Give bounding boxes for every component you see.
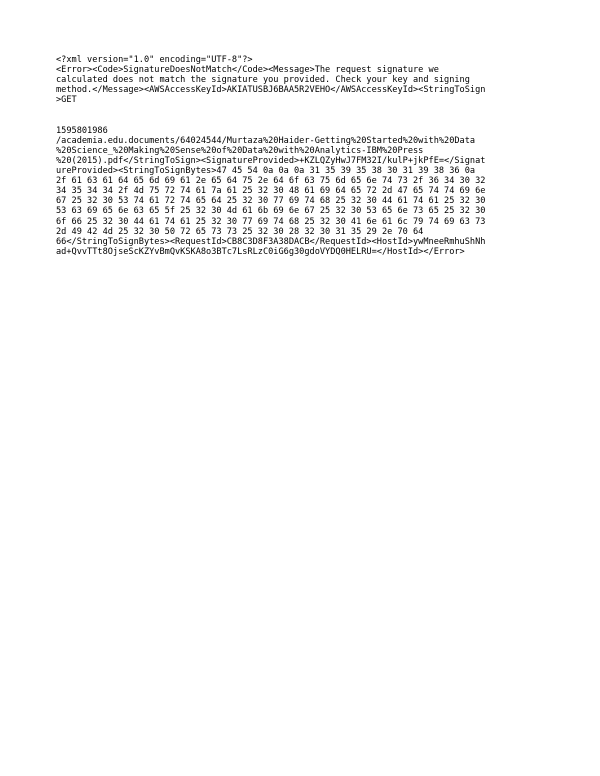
xml-declaration: <?xml version="1.0" encoding="UTF-8"?> <box>56 55 253 65</box>
error-line-17: ad+QvvTTt8OjseScKZYvBmQvKSKA8o3BTc7LsRLzC0iG6g30gdoVYDQ0HELRU=</HostId></Error> <box>56 246 465 257</box>
error-line-4: >GET <box>56 95 77 106</box>
error-line-7: %20Science_%20Making%20Sense%20of%20Data%20with%20Analytics-IBM%20Press <box>56 145 424 156</box>
error-line-6: /academia.edu.documents/64024544/Murtaza%20Haider-Getting%20Started%20with%20Data <box>56 135 476 146</box>
error-line-1: <Error><Code>SignatureDoesNotMatch</Code><Message>The request signature we <box>56 65 439 76</box>
blank-line-2 <box>56 116 556 126</box>
error-line-5: 1595801986 <box>56 125 108 136</box>
error-line-9: ureProvided><StringToSignBytes>47 45 54 0a 0a 0a 31 35 39 35 38 30 31 39 38 36 0a <box>56 166 476 177</box>
error-line-12: 67 25 32 30 53 74 61 72 74 65 64 25 32 30 77 69 74 68 25 32 30 44 61 74 61 25 32 30 <box>56 196 486 207</box>
xml-error-document <box>56 55 556 257</box>
error-line-11: 34 35 34 34 2f 4d 75 72 74 61 7a 61 25 32 30 48 61 69 64 65 72 2d 47 65 74 74 69 6e <box>56 186 486 197</box>
error-line-16: 66</StringToSignBytes><RequestId>CB8C3D8F3A38DACB</RequestId><HostId>ywMneeRmhuShNh <box>56 236 486 247</box>
error-line-8: %20(2015).pdf</StringToSign><SignatureProvided>+KZLQZyHwJ7FM32I/kulP+jkPfE=</Signat <box>56 155 486 166</box>
error-line-15: 2d 49 42 4d 25 32 30 50 72 65 73 73 25 32 30 28 32 30 31 35 29 2e 70 64 <box>56 226 424 237</box>
error-line-3: method.</Message><AWSAccessKeyId>AKIATUSBJ6BAA5R2VEHO</AWSAccessKeyId><StringToSign <box>56 85 486 96</box>
error-line-13: 53 63 69 65 6e 63 65 5f 25 32 30 4d 61 6b 69 6e 67 25 32 30 53 65 6e 73 65 25 32 30 <box>56 206 486 217</box>
error-line-2: calculated does not match the signature you provided. Check your key and signing <box>56 75 470 86</box>
blank-line-1 <box>56 105 556 115</box>
error-line-10: 2f 61 63 61 64 65 6d 69 61 2e 65 64 75 2e 64 6f 63 75 6d 65 6e 74 73 2f 36 34 30 32 <box>56 176 486 187</box>
error-line-14: 6f 66 25 32 30 44 61 74 61 25 32 30 77 69 74 68 25 32 30 41 6e 61 6c 79 74 69 63 73 <box>56 216 486 227</box>
